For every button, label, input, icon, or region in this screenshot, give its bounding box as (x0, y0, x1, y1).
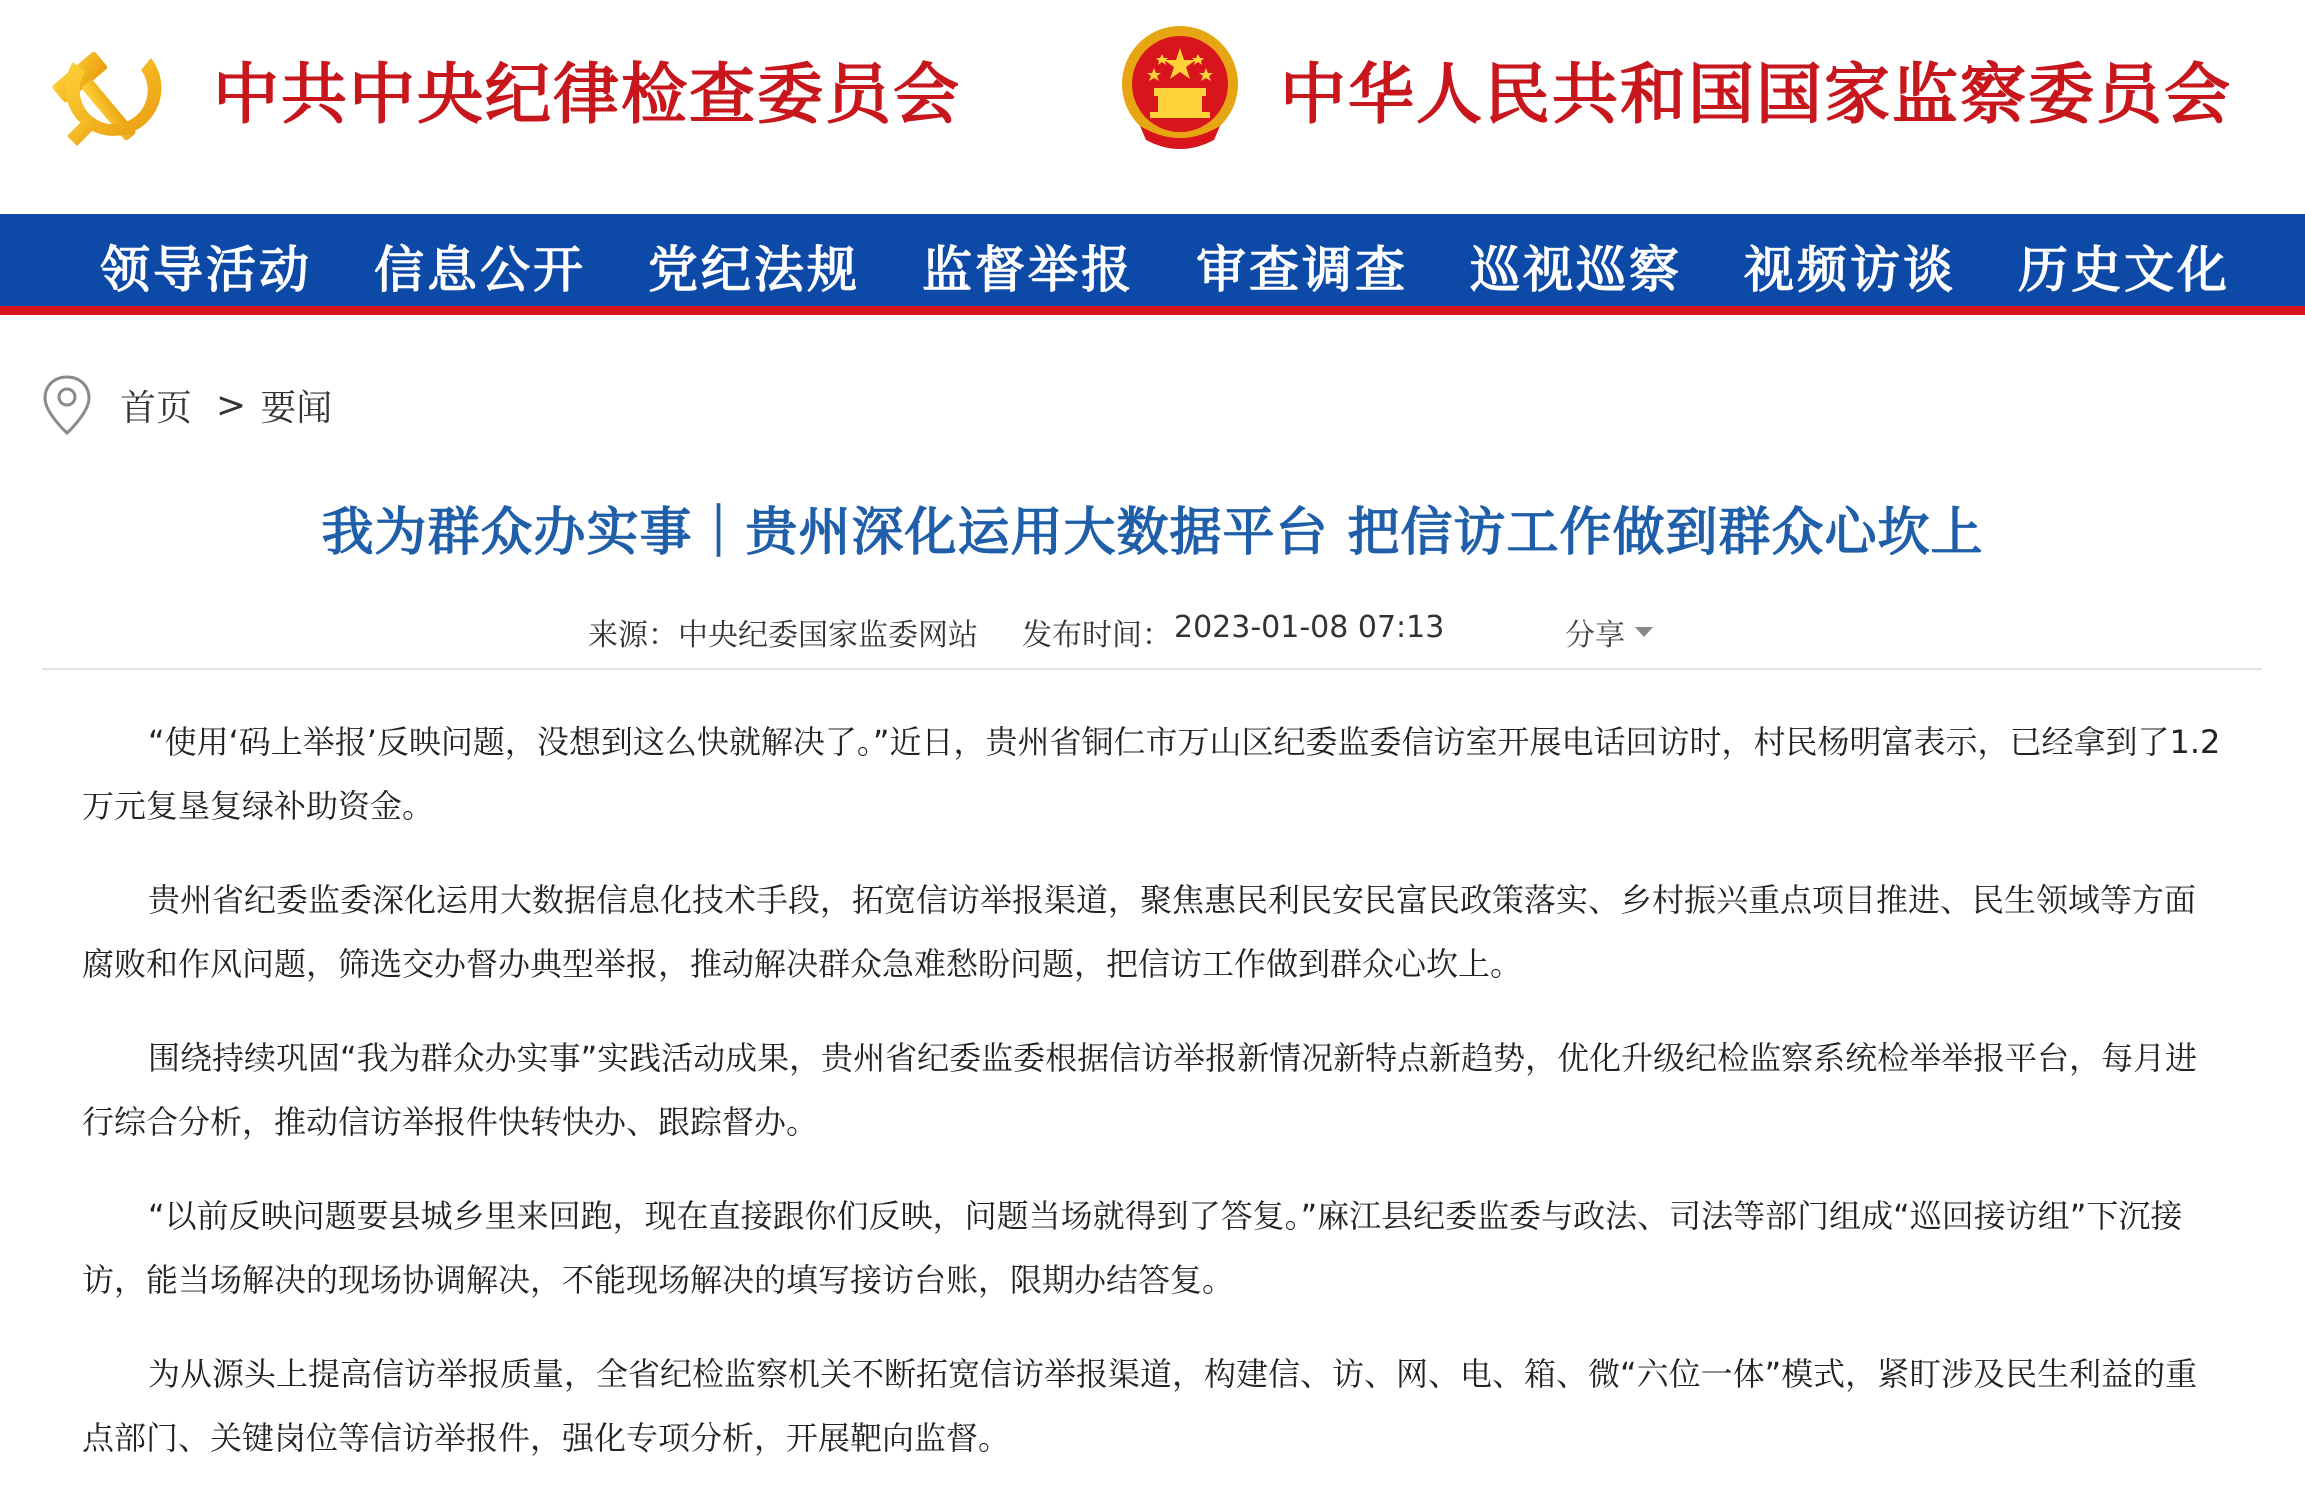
breadcrumb-home[interactable]: 首页 (120, 387, 193, 429)
publish-time-label: 发布时间： (1022, 618, 1172, 653)
article-body (82, 710, 2222, 1500)
location-pin-icon (40, 373, 94, 437)
breadcrumb (40, 375, 332, 435)
site-header (0, 0, 2305, 214)
cc-brand-title: 中共中央纪律检查委员会 (213, 54, 961, 133)
nav-item-leadership[interactable]: 领导活动 (100, 240, 312, 299)
nav-item-history-culture[interactable]: 历史文化 (2018, 240, 2230, 299)
meta-divider (42, 668, 2262, 670)
nav-item-regulations[interactable]: 党纪法规 (648, 240, 860, 299)
cc-brand[interactable] (45, 18, 961, 158)
article-paragraph: “使用‘码上举报’反映问题，没想到这么快就解决了。”近日，贵州省铜仁市万山区纪委监委信访室开展电话回访时，村民杨明富表示，已经拿到了1.2万元复垦复绿补助资金。 (82, 723, 2221, 825)
article-paragraph: 贵州省纪委监委深化运用大数据信息化技术手段，拓宽信访举报渠道，聚焦惠民利民安民富民政策落实、乡村振兴重点项目推进、民生领域等方面腐败和作风问题，筛选交办督办典型举报，推动解决群众急难愁盼问题，把信访工作做到群众心坎上。 (82, 881, 2197, 983)
party-emblem-icon (45, 18, 185, 158)
nav-item-inspection[interactable]: 巡视巡察 (1470, 240, 1682, 299)
national-emblem-icon (1110, 18, 1250, 158)
breadcrumb-current[interactable]: 要闻 (260, 387, 333, 429)
nsc-brand-title: 中华人民共和国国家监察委员会 (1280, 54, 2232, 133)
nav-item-video-interviews[interactable]: 视频访谈 (1744, 240, 1956, 299)
share-label: 分享 (1565, 618, 1625, 653)
chevron-down-icon (1635, 627, 1653, 637)
publish-time: 2023-01-08 07:13 (1174, 610, 1445, 645)
main-nav (0, 214, 2305, 315)
article-paragraph: “以前反映问题要县城乡里来回跑，现在直接跟你们反映，问题当场就得到了答复。”麻江县纪委监委与政法、司法等部门组成“巡回接访组”下沉接访，能当场解决的现场协调解决，不能现场解决的填写接访台账，限期办结答复。 (82, 1197, 2183, 1299)
nav-item-supervision-report[interactable]: 监督举报 (922, 240, 1134, 299)
article-meta (0, 610, 2305, 654)
share-button[interactable] (1565, 610, 1653, 654)
article-title: 我为群众办实事｜贵州深化运用大数据平台 把信访工作做到群众心坎上 (321, 503, 1984, 563)
article-paragraph: 为从源头上提高信访举报质量，全省纪检监察机关不断拓宽信访举报渠道，构建信、访、网、电、箱、微“六位一体”模式，紧盯涉及民生利益的重点部门、关键岗位等信访举报件，强化专项分析，开展靶向监督。 (82, 1355, 2198, 1457)
breadcrumb-separator: > (216, 384, 247, 426)
nsc-brand[interactable] (1110, 18, 2232, 158)
nav-item-info-disclosure[interactable]: 信息公开 (374, 240, 586, 299)
article-paragraph: 围绕持续巩固“我为群众办实事”实践活动成果，贵州省纪委监委根据信访举报新情况新特点新趋势，优化升级纪检监察系统检举举报平台，每月进行综合分析，推动信访举报件快转快办、跟踪督办。 (82, 1039, 2198, 1141)
article-source: 来源：中央纪委国家监委网站 (588, 618, 978, 653)
nav-item-investigation[interactable]: 审查调查 (1196, 240, 1408, 299)
